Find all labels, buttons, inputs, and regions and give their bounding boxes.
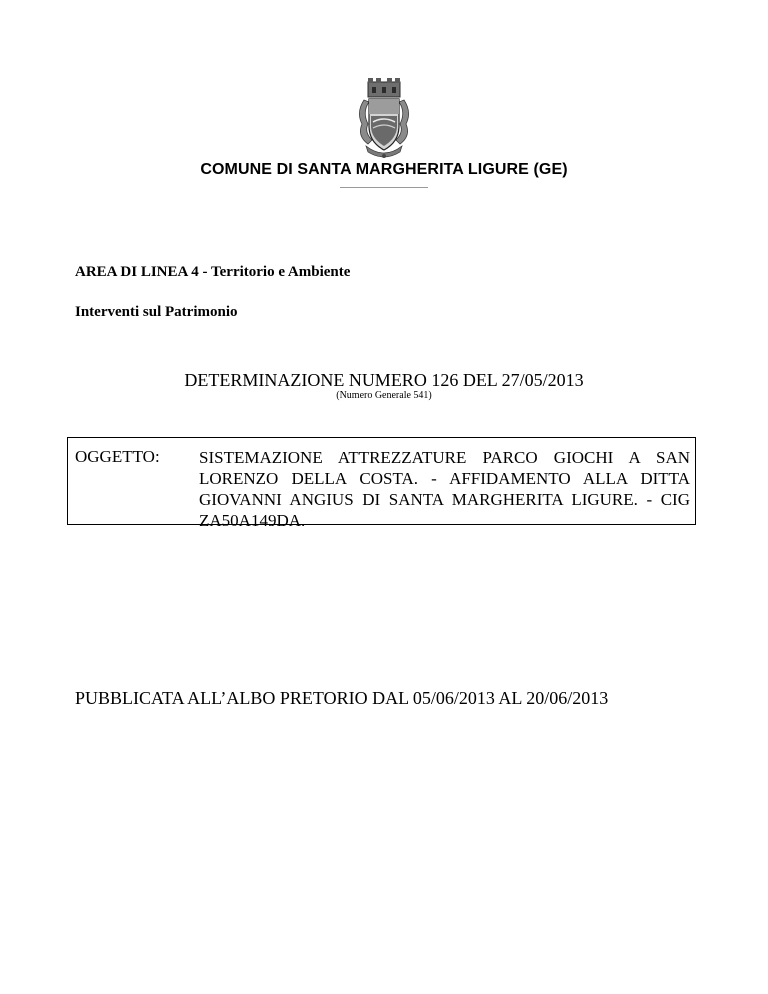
servizio-name: Interventi sul Patrimonio (75, 304, 238, 320)
determinazione-title: DETERMINAZIONE NUMERO 126 DEL 27/05/2013 (184, 370, 584, 390)
title-divider (340, 187, 428, 188)
coat-of-arms-icon (354, 78, 414, 160)
numero-generale: (Numero Generale 541) (336, 390, 432, 401)
pubblicazione-line: PUBBLICATA ALL’ALBO PRETORIO DAL 05/06/2013 AL 20/06/2013 (75, 688, 609, 708)
oggetto-label: OGGETTO: (75, 447, 160, 466)
oggetto-box (67, 437, 696, 530)
oggetto-text: SISTEMAZIONE ATTREZZATURE PARCO GIOCHI A SAN LORENZO DELLA COSTA. - AFFIDAMENTO ALLA DITTA GIOVANNI ANGIUS DI SANTA MARGHERITA LIGURE. - CIG ZA50A149DA. (199, 448, 690, 530)
comune-title: COMUNE DI SANTA MARGHERITA LIGURE (GE) (200, 161, 568, 178)
area-di-linea: AREA DI LINEA 4 - Territorio e Ambiente (75, 264, 351, 280)
